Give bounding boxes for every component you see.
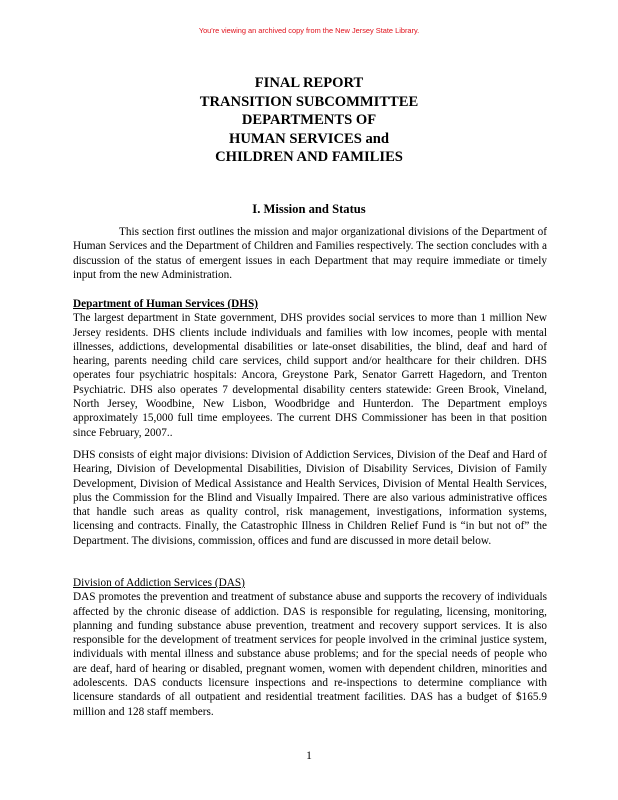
- dhs-section: [73, 297, 547, 440]
- page-number: 1: [306, 750, 312, 762]
- das-paragraph: DAS promotes the prevention and treatment of substance abuse and supports the recovery of individuals affected by the chronic disease of addiction. DAS is responsible for regulating, licensing, monitoring, planning and funding substance abuse prevention, treatment and recovery support services. It is also responsible for the development of treatment services for people involved in the criminal justice system, individuals with mental illness and substance abuse problems; and for the special needs of people who are deaf, hard of hearing or disabled, pregnant women, women with dependent children, minorities and adolescents. DAS conducts licensure inspections and re-inspections to determine compliance with licensure standards of all outpatient and residential treatment facilities. DAS has a budget of $165.9 million and 128 staff members.: [73, 591, 547, 718]
- das-section: [73, 576, 547, 719]
- report-title: [0, 74, 618, 167]
- title-line: FINAL REPORT: [254, 75, 364, 91]
- title-line: CHILDREN AND FAMILIES: [215, 149, 403, 166]
- archive-banner: You're viewing an archived copy from the New Jersey State Library.: [198, 26, 420, 35]
- title-line: HUMAN SERVICES and: [228, 130, 390, 147]
- intro-text: This section first outlines the mission and major organizational divisions of the Department of Human Services and the Department of Children and Families respectively. The section concludes with a discussion of the status of emergent issues in each Department that may require immediate or timely input from the new Administration.: [73, 226, 547, 281]
- dhs-paragraph-1: The largest department in State government, DHS provides social services to more than 1 million New Jersey residents. DHS clients include individuals and families with low incomes, people with mental illnesses, addictions, developmental disabilities or late-onset disabilities, the blind, deaf and hard of hearing, parents needing child care services, child support and/or healthcare for their children. DHS operates four psychiatric hospitals: Ancora, Greystone Park, Senator Garrett Hagedorn, and Trenton Psychiatric. DHS also operates 7 developmental disability centers statewide: Green Brook, Vineland, North Jersey, Woodbine, New Lisbon, Woodbridge and Hunterdon. The Department employs approximately 15,000 full time employees. The current DHS Commissioner has been in that position since February, 2007..: [73, 312, 547, 439]
- section-heading: I. Mission and Status: [252, 202, 366, 216]
- title-line: TRANSITION SUBCOMMITTEE: [199, 93, 419, 110]
- das-heading: Division of Addiction Services (DAS): [73, 577, 245, 589]
- dhs-paragraph-2: DHS consists of eight major divisions: Division of Addiction Services, Division of the Deaf and Hard of Hearing, Division of Developmental Disabilities, Division of Disability Services, Division of Family Development, Division of Medical Assistance and Health Services, Division of Mental Health Services, plus the Commission for the Blind and Visually Impaired. There are also various administrative offices that handle such areas as quality control, risk management, investigations, information systems, licensing and contracts. Finally, the Catastrophic Illness in Children Relief Fund is “in but not of” the Department. The divisions, commission, offices and fund are discussed in more detail below.: [73, 449, 547, 547]
- title-line: DEPARTMENTS OF: [241, 112, 377, 129]
- dhs-divisions-section: [73, 448, 547, 548]
- dhs-heading: Department of Human Services (DHS): [73, 298, 258, 310]
- intro-paragraph: [73, 225, 547, 282]
